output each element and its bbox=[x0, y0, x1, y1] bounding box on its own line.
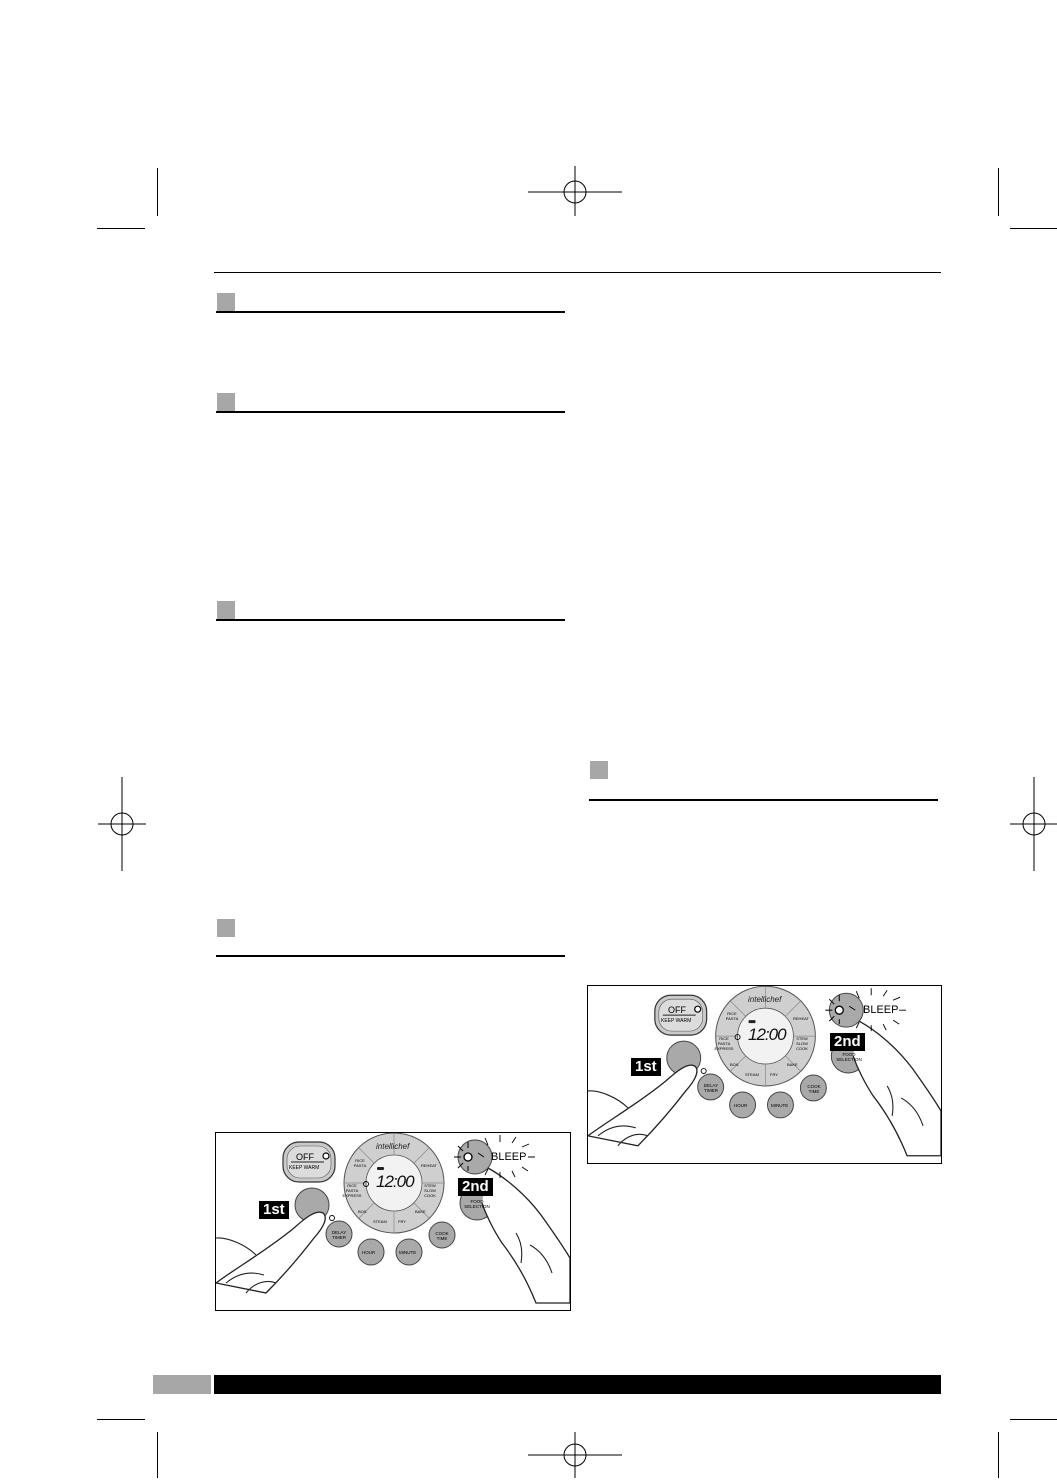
dial-label-bake: BAKE bbox=[415, 1209, 426, 1214]
second-step-badge: 2nd bbox=[830, 1033, 865, 1051]
dial-label-fry: FRY bbox=[398, 1219, 406, 1224]
bleep-label: BLEEP bbox=[491, 1151, 527, 1163]
dial-label-boil: BOIL bbox=[730, 1062, 740, 1067]
first-step-badge: 1st bbox=[259, 1201, 289, 1219]
section-rule bbox=[216, 411, 565, 413]
section-rule bbox=[216, 619, 565, 621]
section-marker bbox=[217, 393, 235, 411]
control-panel-illustration-left bbox=[215, 1132, 571, 1311]
dial-label-bake: BAKE bbox=[787, 1062, 798, 1067]
delay-timer-label: DELAY TIMER bbox=[331, 1230, 347, 1240]
section-rule bbox=[216, 955, 565, 957]
food-selection-label: FOOD SELECTION bbox=[836, 1052, 862, 1062]
time-display: 12:00 bbox=[376, 1172, 414, 1191]
food-selection-label: FOOD SELECTION bbox=[464, 1199, 490, 1209]
dial-label-rice-pasta: RICE PASTA bbox=[725, 1011, 739, 1021]
section-rule bbox=[216, 311, 565, 313]
keep-warm-label: KEEP WARM bbox=[661, 1018, 692, 1024]
dial-label-boil: BOIL bbox=[358, 1209, 368, 1214]
dial-label-stew-slow-cook: STEW SLOW COOK bbox=[424, 1183, 436, 1198]
dial-label-rice-pasta-express: RICE PASTA EXPRESS bbox=[342, 1183, 362, 1198]
dial-label-rice-pasta-express: RICE PASTA EXPRESS bbox=[714, 1036, 734, 1051]
section-marker bbox=[590, 761, 608, 779]
off-button-label: OFF bbox=[668, 1005, 686, 1015]
dial-label-stew-slow-cook: STEW SLOW COOK bbox=[796, 1036, 808, 1051]
hour-label: HOUR bbox=[362, 1250, 376, 1255]
dial-label-fry: FRY bbox=[770, 1072, 778, 1077]
section-marker bbox=[217, 919, 235, 937]
time-display: 12:00 bbox=[748, 1025, 786, 1044]
cook-time-label: COOK TIME bbox=[435, 1231, 449, 1241]
header-rule bbox=[214, 272, 941, 273]
section-marker bbox=[217, 601, 235, 619]
dial-label-rice-pasta: RICE PASTA bbox=[353, 1158, 367, 1168]
section-marker bbox=[217, 293, 235, 311]
dial-label-reheat: REHEAT bbox=[421, 1163, 437, 1168]
brand-logo: intellichef bbox=[376, 1142, 410, 1151]
delay-timer-label: DELAY TIMER bbox=[703, 1083, 719, 1093]
keep-warm-label: KEEP WARM bbox=[289, 1165, 320, 1171]
control-panel-illustration-right bbox=[587, 985, 942, 1164]
section-rule bbox=[589, 799, 938, 801]
second-step-badge: 2nd bbox=[458, 1178, 493, 1196]
first-step-badge: 1st bbox=[631, 1058, 661, 1076]
dial-label-steam: STEAM bbox=[373, 1219, 387, 1224]
dial-label-steam: STEAM bbox=[745, 1072, 759, 1077]
footer-page-tab bbox=[153, 1375, 211, 1394]
off-button-label: OFF bbox=[296, 1152, 314, 1162]
dial-label-reheat: REHEAT bbox=[793, 1016, 809, 1021]
cook-time-label: COOK TIME bbox=[807, 1084, 821, 1094]
footer-bar bbox=[214, 1375, 941, 1394]
bleep-label: BLEEP bbox=[863, 1004, 899, 1016]
minute-label: MINUTE bbox=[399, 1250, 417, 1255]
hour-label: HOUR bbox=[734, 1103, 748, 1108]
brand-logo: intellichef bbox=[748, 995, 782, 1004]
minute-label: MINUTE bbox=[771, 1103, 789, 1108]
